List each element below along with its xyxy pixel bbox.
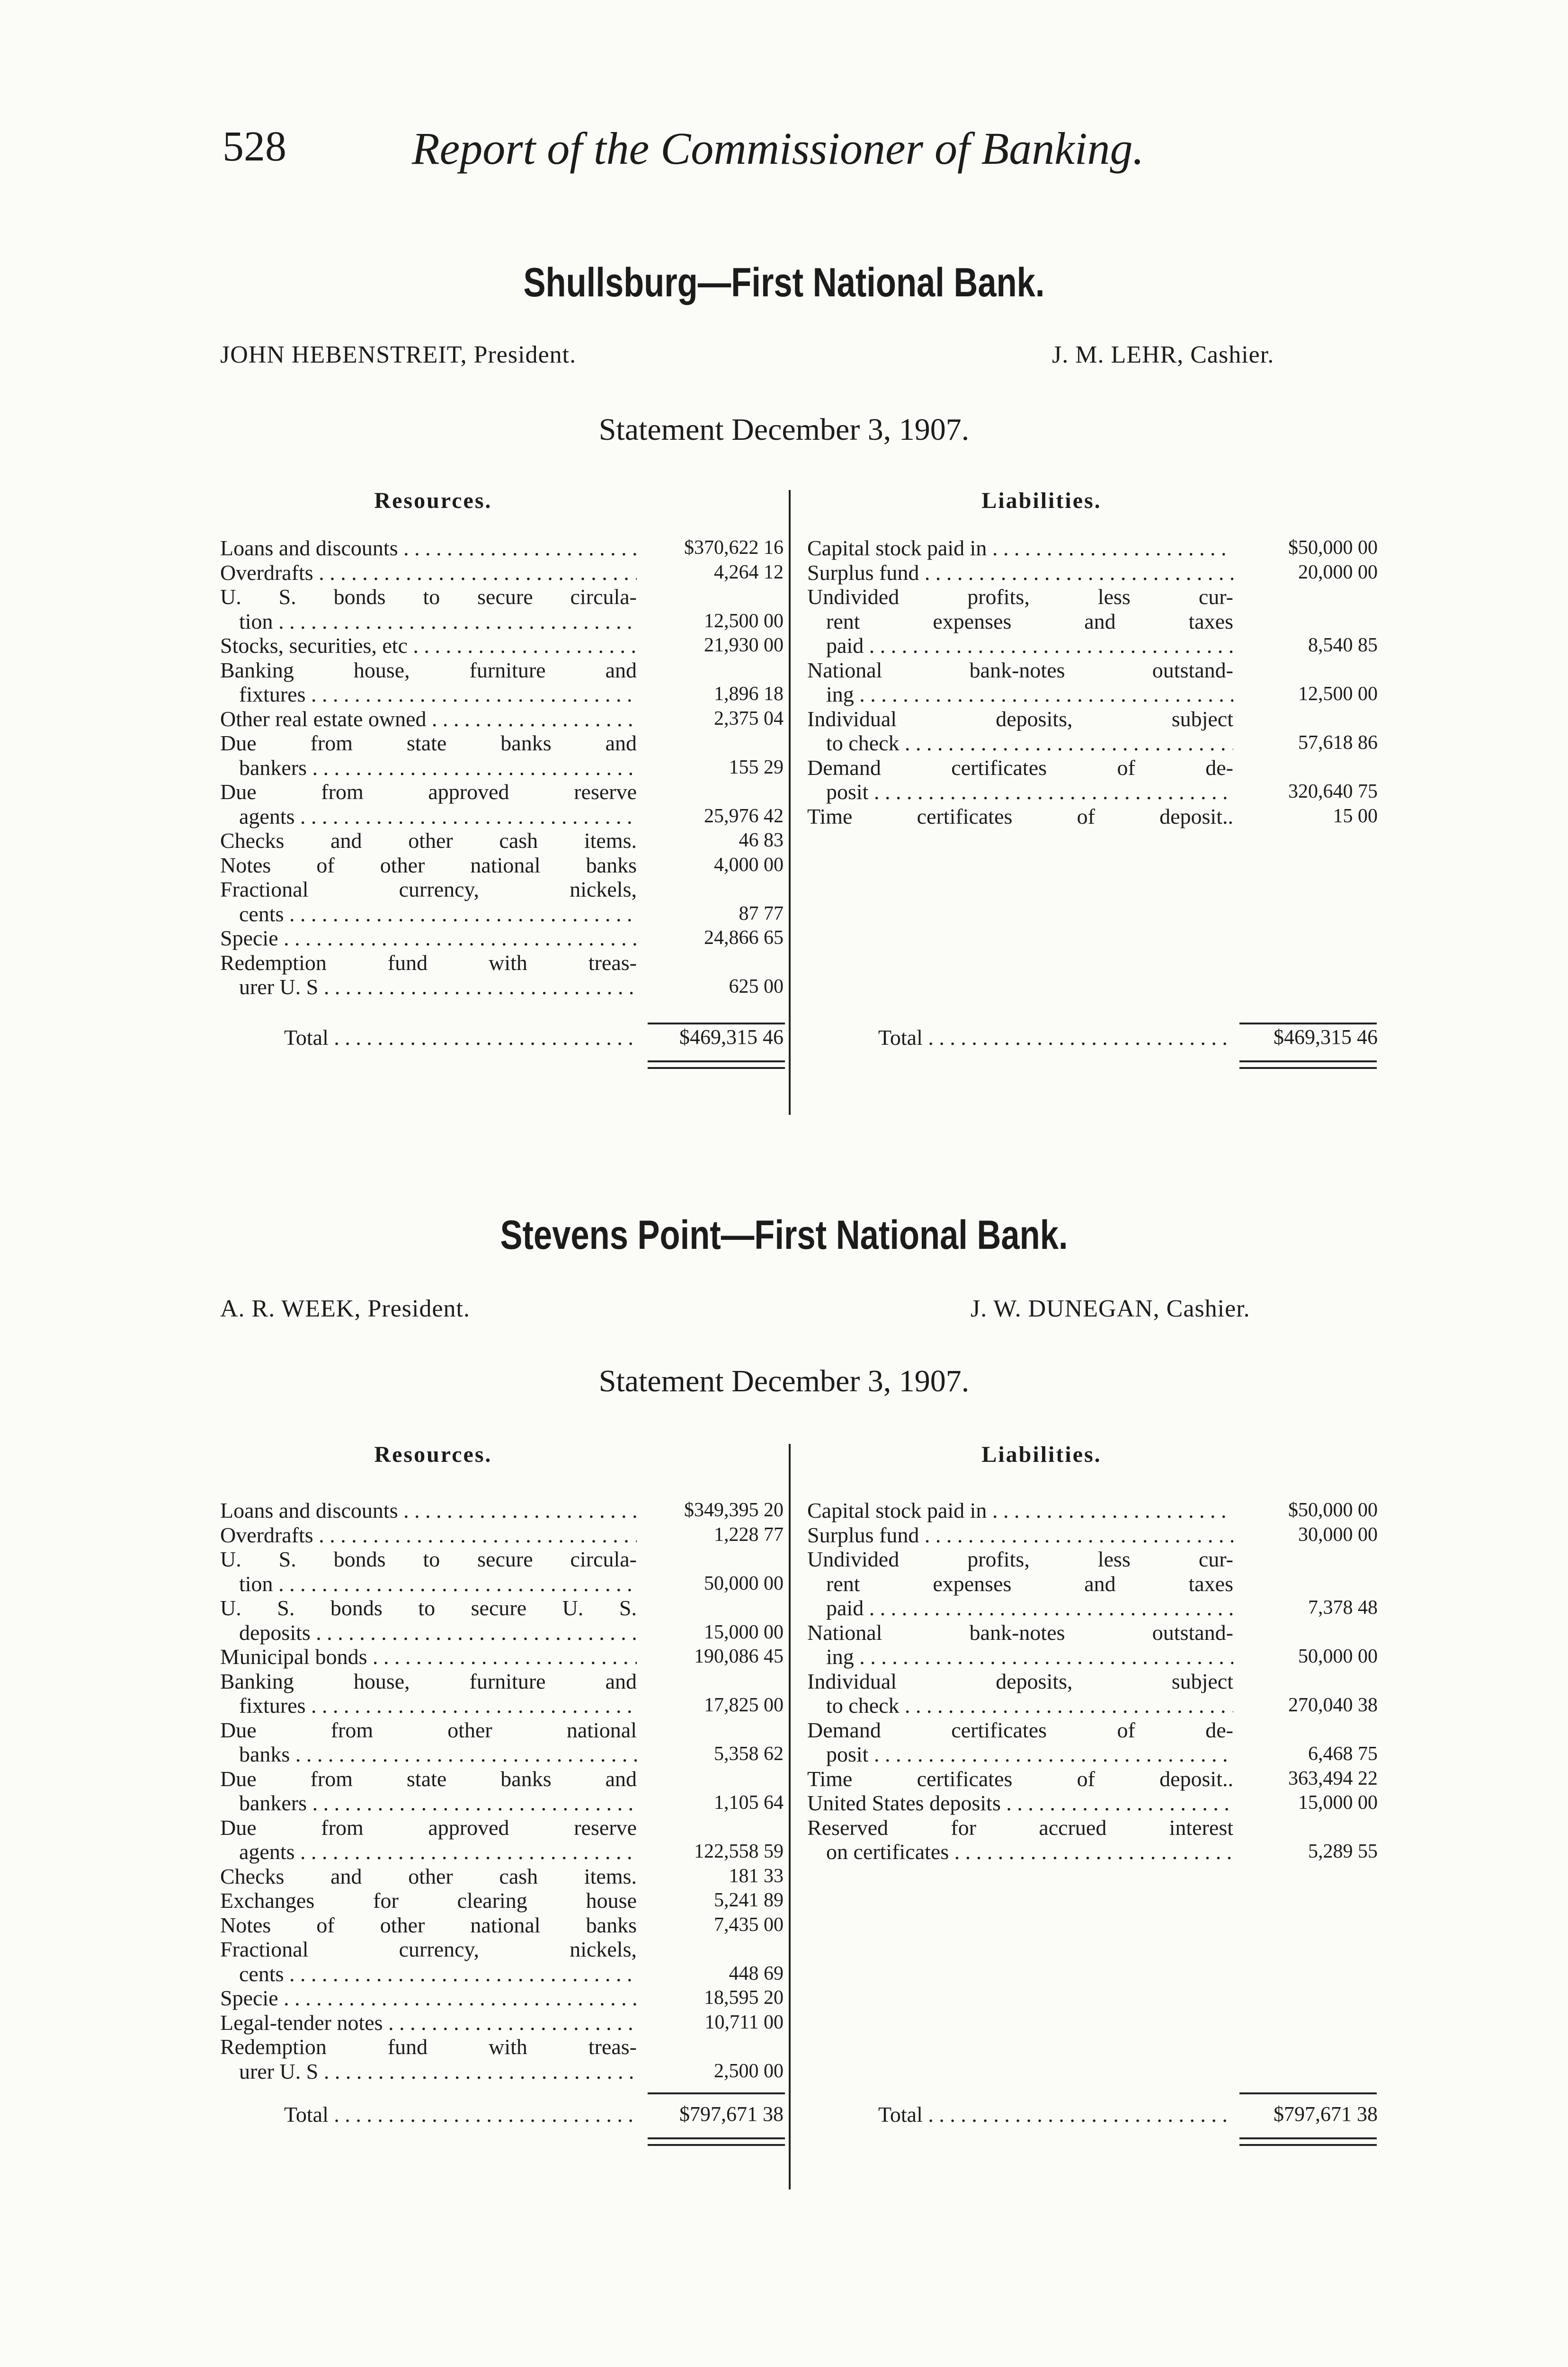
line-label: Loans and discounts . . . [220, 1498, 637, 1523]
line-label: Individual deposits, subject [807, 706, 1233, 731]
resources-double-rule-1 [648, 2137, 785, 2139]
line-amount: 6,468 75 [1308, 1743, 1378, 1765]
line-label: Overdrafts . . . [220, 1523, 637, 1548]
line-label: Checks and other cash items. [220, 1864, 637, 1888]
line-label: Banking house, furniture and [220, 658, 637, 682]
resource-line [220, 2035, 784, 2059]
resource-line [220, 780, 784, 804]
line-amount: 190,086 45 [694, 1646, 784, 1667]
line-amount: 20,000 00 [1298, 561, 1378, 583]
liability-line [807, 1523, 1382, 1548]
resource-line [220, 1718, 784, 1743]
liability-line [807, 1572, 1382, 1596]
liabilities-double-rule-1 [1239, 2137, 1377, 2139]
line-amount: 5,289 55 [1308, 1841, 1378, 1862]
liabilities-double-rule-1 [1239, 1060, 1377, 1062]
line-label: National bank-notes outstand- [807, 658, 1233, 682]
line-amount: 448 69 [729, 1962, 784, 1984]
resource-line [220, 633, 784, 658]
line-label: Notes of other national banks [220, 1913, 637, 1937]
line-amount: 17,825 00 [704, 1694, 784, 1716]
resource-line [220, 1840, 784, 1864]
resources-heading: Resources. [374, 488, 492, 513]
liability-line [807, 1498, 1382, 1523]
line-label: urer U. S . . . [239, 2059, 637, 2084]
liabilities-double-rule-2 [1239, 1067, 1377, 1069]
resource-line [220, 561, 784, 585]
line-label: rent expenses and taxes [826, 1571, 1233, 1596]
line-label: Stocks, securities, etc . . . [220, 633, 637, 658]
resource-line [220, 804, 784, 829]
line-label: United States deposits . . . [807, 1791, 1233, 1815]
line-label: Undivided profits, less cur- [807, 1547, 1233, 1571]
line-label: paid . . . [826, 1596, 1233, 1620]
resource-line [220, 926, 784, 951]
liability-line [807, 1840, 1382, 1864]
line-amount: 10,711 00 [704, 2011, 784, 2033]
line-label: Redemption fund with treas- [220, 2035, 637, 2059]
line-amount: $370,622 16 [684, 537, 784, 559]
line-label: tion . . . [239, 609, 637, 634]
line-amount: 57,618 86 [1298, 732, 1378, 754]
line-label: Legal-tender notes . . . [220, 2011, 637, 2035]
line-label: on certificates . . . [826, 1840, 1233, 1864]
line-amount: 5,358 62 [714, 1743, 784, 1765]
liabilities-sum-rule [1239, 2092, 1377, 2094]
line-label: Time certificates of deposit.. [807, 1766, 1233, 1791]
resources-heading: Resources. [374, 1442, 492, 1467]
liability-line [807, 1742, 1382, 1767]
resources-total-amount: $469,315 46 [679, 1025, 784, 1049]
line-label: Due from state banks and [220, 731, 637, 755]
line-label: posit . . . [826, 1742, 1233, 1767]
resource-line [220, 1815, 784, 1840]
line-amount: 320,640 75 [1288, 781, 1378, 802]
resource-line [220, 585, 784, 609]
line-label: U. S. bonds to secure U. S. [220, 1596, 637, 1620]
liabilities-heading: Liabilities. [981, 488, 1102, 513]
running-head: Report of the Commissioner of Banking. [412, 123, 1144, 174]
line-amount: 18,595 20 [704, 1987, 784, 2009]
liability-line [807, 1815, 1382, 1840]
line-label: posit . . . [826, 780, 1233, 804]
resource-line [220, 1888, 784, 1913]
cashier: J. M. LEHR, Cashier. [1052, 341, 1274, 368]
liabilities-sum-rule [1239, 1023, 1377, 1024]
line-label: ing . . . [826, 1645, 1233, 1669]
resource-line [220, 536, 784, 561]
line-amount: 2,500 00 [714, 2060, 784, 2082]
line-label: Reserved for accrued interest [807, 1815, 1233, 1840]
line-label: ing . . . [826, 682, 1233, 707]
resources-total-label: Total . . . [284, 2102, 634, 2127]
line-amount: 46 83 [739, 829, 784, 851]
liabilities-total-row [878, 1025, 1378, 1050]
resource-line [220, 1937, 784, 1962]
president: JOHN HEBENSTREIT, President. [220, 341, 577, 368]
resource-line [220, 853, 784, 878]
resource-line [220, 731, 784, 756]
line-amount: 15,000 00 [704, 1621, 784, 1643]
line-label: National bank-notes outstand- [807, 1620, 1233, 1645]
line-label: Capital stock paid in . . . [807, 1498, 1233, 1523]
resource-line [220, 1572, 784, 1596]
line-label: U. S. bonds to secure circula- [220, 1547, 637, 1571]
resource-line [220, 756, 784, 780]
resource-line [220, 658, 784, 683]
column-divider [789, 490, 791, 1115]
statement-date: Statement December 3, 1907. [598, 1364, 970, 1398]
resource-line [220, 1962, 784, 1986]
resources-total-row [284, 2102, 784, 2127]
liability-line [807, 1669, 1382, 1694]
line-amount: 181 33 [729, 1865, 784, 1887]
resource-line [220, 1498, 784, 1523]
line-label: Exchanges for clearing house [220, 1888, 637, 1913]
liability-line [807, 561, 1382, 585]
resources-double-rule-2 [648, 1067, 785, 1069]
line-amount: 155 29 [729, 756, 784, 778]
line-label: Surplus fund . . . [807, 561, 1233, 585]
line-label: Notes of other national banks [220, 853, 637, 877]
line-amount: $349,395 20 [684, 1499, 784, 1521]
line-label: cents . . . [239, 902, 637, 926]
line-label: Due from other national [220, 1717, 637, 1742]
line-amount: 270,040 38 [1288, 1694, 1378, 1716]
line-amount: 50,000 00 [1298, 1646, 1378, 1667]
resources-total-label: Total . . . [284, 1025, 634, 1050]
line-label: Individual deposits, subject [807, 1669, 1233, 1693]
line-amount: 21,930 00 [704, 634, 784, 656]
line-label: banks . . . [239, 1742, 637, 1767]
line-amount: $50,000 00 [1288, 1499, 1378, 1521]
line-label: deposits . . . [239, 1620, 637, 1645]
line-label: Due from approved reserve [220, 780, 637, 804]
resource-line [220, 1986, 784, 2011]
line-label: fixtures . . . [239, 1693, 637, 1718]
line-amount: 7,378 48 [1308, 1597, 1378, 1619]
resource-line [220, 1913, 784, 1938]
president: A. R. WEEK, President. [220, 1295, 470, 1322]
line-label: fixtures . . . [239, 682, 637, 707]
liabilities-double-rule-2 [1239, 2144, 1377, 2146]
bank-title: Stevens Point—First National Bank. [500, 1212, 1068, 1258]
line-label: Time certificates of deposit.. [807, 804, 1233, 828]
line-label: Due from state banks and [220, 1766, 637, 1791]
resource-line [220, 877, 784, 902]
line-label: Due from approved reserve [220, 1815, 637, 1840]
line-label: Other real estate owned . . . [220, 707, 637, 731]
resources-sum-rule [648, 2092, 785, 2094]
resource-line [220, 1620, 784, 1645]
liability-line [807, 1645, 1382, 1669]
line-label: Fractional currency, nickels, [220, 877, 637, 901]
resource-line [220, 1693, 784, 1718]
column-divider [789, 1444, 791, 2189]
resource-line [220, 1669, 784, 1694]
line-amount: 1,228 77 [714, 1523, 784, 1546]
resource-line [220, 1864, 784, 1889]
line-amount: 8,540 85 [1308, 634, 1378, 656]
resources-sum-rule [648, 1023, 785, 1024]
line-label: paid . . . [826, 633, 1233, 658]
liability-line [807, 1767, 1382, 1791]
resource-line [220, 1547, 784, 1572]
resources-total-amount: $797,671 38 [679, 2102, 784, 2126]
liability-line [807, 585, 1382, 609]
resource-line [220, 1523, 784, 1548]
resource-line [220, 1767, 784, 1791]
line-amount: 12,500 00 [704, 610, 784, 632]
liability-line [807, 1596, 1382, 1620]
cashier: J. W. DUNEGAN, Cashier. [971, 1295, 1250, 1322]
resource-line [220, 1742, 784, 1767]
line-label: to check . . . [826, 1693, 1233, 1718]
page-header [0, 122, 1568, 174]
resource-line [220, 975, 784, 999]
resources-total-row [284, 1025, 784, 1050]
line-label: Redemption fund with treas- [220, 950, 637, 975]
line-label: Municipal bonds . . . [220, 1645, 637, 1669]
liabilities-heading: Liabilities. [981, 1442, 1102, 1467]
resource-line [220, 951, 784, 975]
line-amount: 7,435 00 [714, 1913, 784, 1936]
bank-title: Shullsburg—First National Bank. [523, 260, 1045, 305]
liability-line [807, 1547, 1382, 1572]
liability-line [807, 633, 1382, 658]
line-amount: 15 00 [1333, 805, 1378, 827]
statement-date: Statement December 3, 1907. [598, 412, 970, 447]
line-amount: 5,241 89 [714, 1889, 784, 1911]
line-amount: 50,000 00 [704, 1572, 784, 1594]
resource-line [220, 2011, 784, 2035]
line-amount: 24,866 65 [704, 927, 784, 949]
line-amount: 12,500 00 [1298, 683, 1378, 705]
liabilities-total-label: Total . . . [878, 2102, 1229, 2127]
line-amount: $50,000 00 [1288, 537, 1378, 559]
line-label: Surplus fund . . . [807, 1523, 1233, 1548]
liabilities-total-amount: $797,671 38 [1274, 2102, 1378, 2126]
line-label: Capital stock paid in . . . [807, 536, 1233, 561]
resource-line [220, 609, 784, 634]
line-label: urer U. S . . . [239, 975, 637, 999]
line-label: tion . . . [239, 1572, 637, 1596]
line-amount: 1,105 64 [714, 1792, 784, 1814]
resource-line [220, 1645, 784, 1669]
resource-line [220, 902, 784, 926]
resource-line [220, 707, 784, 731]
resource-line [220, 828, 784, 853]
liability-line [807, 1620, 1382, 1645]
resource-line [220, 1596, 784, 1620]
liability-line [807, 682, 1382, 707]
line-label: bankers . . . [239, 756, 637, 780]
liability-line [807, 536, 1382, 561]
line-amount: 30,000 00 [1298, 1523, 1378, 1546]
liabilities-list [807, 1498, 1382, 1864]
resources-double-rule-1 [648, 1060, 785, 1062]
liability-line [807, 609, 1382, 634]
liabilities-total-label: Total . . . [878, 1025, 1229, 1050]
resource-line [220, 2059, 784, 2084]
line-amount: 25,976 42 [704, 805, 784, 827]
line-label: agents . . . [239, 804, 637, 829]
line-label: cents . . . [239, 1962, 637, 1986]
line-amount: 87 77 [739, 902, 784, 925]
line-label: Specie . . . [220, 926, 637, 951]
line-label: Undivided profits, less cur- [807, 585, 1233, 609]
line-amount: 15,000 00 [1298, 1792, 1378, 1814]
liability-line [807, 756, 1382, 780]
line-amount: 122,558 59 [694, 1841, 784, 1862]
liability-line [807, 780, 1382, 804]
line-label: rent expenses and taxes [826, 609, 1233, 633]
liabilities-list [807, 536, 1382, 828]
line-label: Banking house, furniture and [220, 1669, 637, 1693]
liabilities-total-amount: $469,315 46 [1274, 1025, 1378, 1049]
liability-line [807, 1718, 1382, 1743]
line-label: Specie . . . [220, 1986, 637, 2011]
line-label: U. S. bonds to secure circula- [220, 585, 637, 609]
line-label: agents . . . [239, 1840, 637, 1864]
resources-list [220, 536, 784, 999]
liability-line [807, 731, 1382, 756]
resource-line [220, 1791, 784, 1815]
liability-line [807, 1791, 1382, 1815]
line-amount: 4,000 00 [714, 854, 784, 876]
line-amount: 2,375 04 [714, 707, 784, 730]
page-number: 528 [223, 123, 286, 170]
line-label: Fractional currency, nickels, [220, 1937, 637, 1961]
line-label: Checks and other cash items. [220, 828, 637, 853]
liability-line [807, 658, 1382, 683]
resources-double-rule-2 [648, 2144, 785, 2146]
line-label: bankers . . . [239, 1791, 637, 1815]
liability-line [807, 804, 1382, 829]
liabilities-total-row [878, 2102, 1378, 2127]
resources-list [220, 1498, 784, 2083]
liability-line [807, 707, 1382, 731]
liability-line [807, 1693, 1382, 1718]
line-amount: 625 00 [729, 976, 784, 997]
line-label: to check . . . [826, 731, 1233, 756]
line-label: Demand certificates of de- [807, 755, 1233, 780]
line-amount: 1,896 18 [714, 683, 784, 705]
line-label: Demand certificates of de- [807, 1717, 1233, 1742]
line-label: Overdrafts . . . [220, 561, 637, 585]
line-amount: 4,264 12 [714, 561, 784, 583]
line-amount: 363,494 22 [1288, 1767, 1378, 1789]
resource-line [220, 682, 784, 707]
line-label: Loans and discounts . . . [220, 536, 637, 561]
